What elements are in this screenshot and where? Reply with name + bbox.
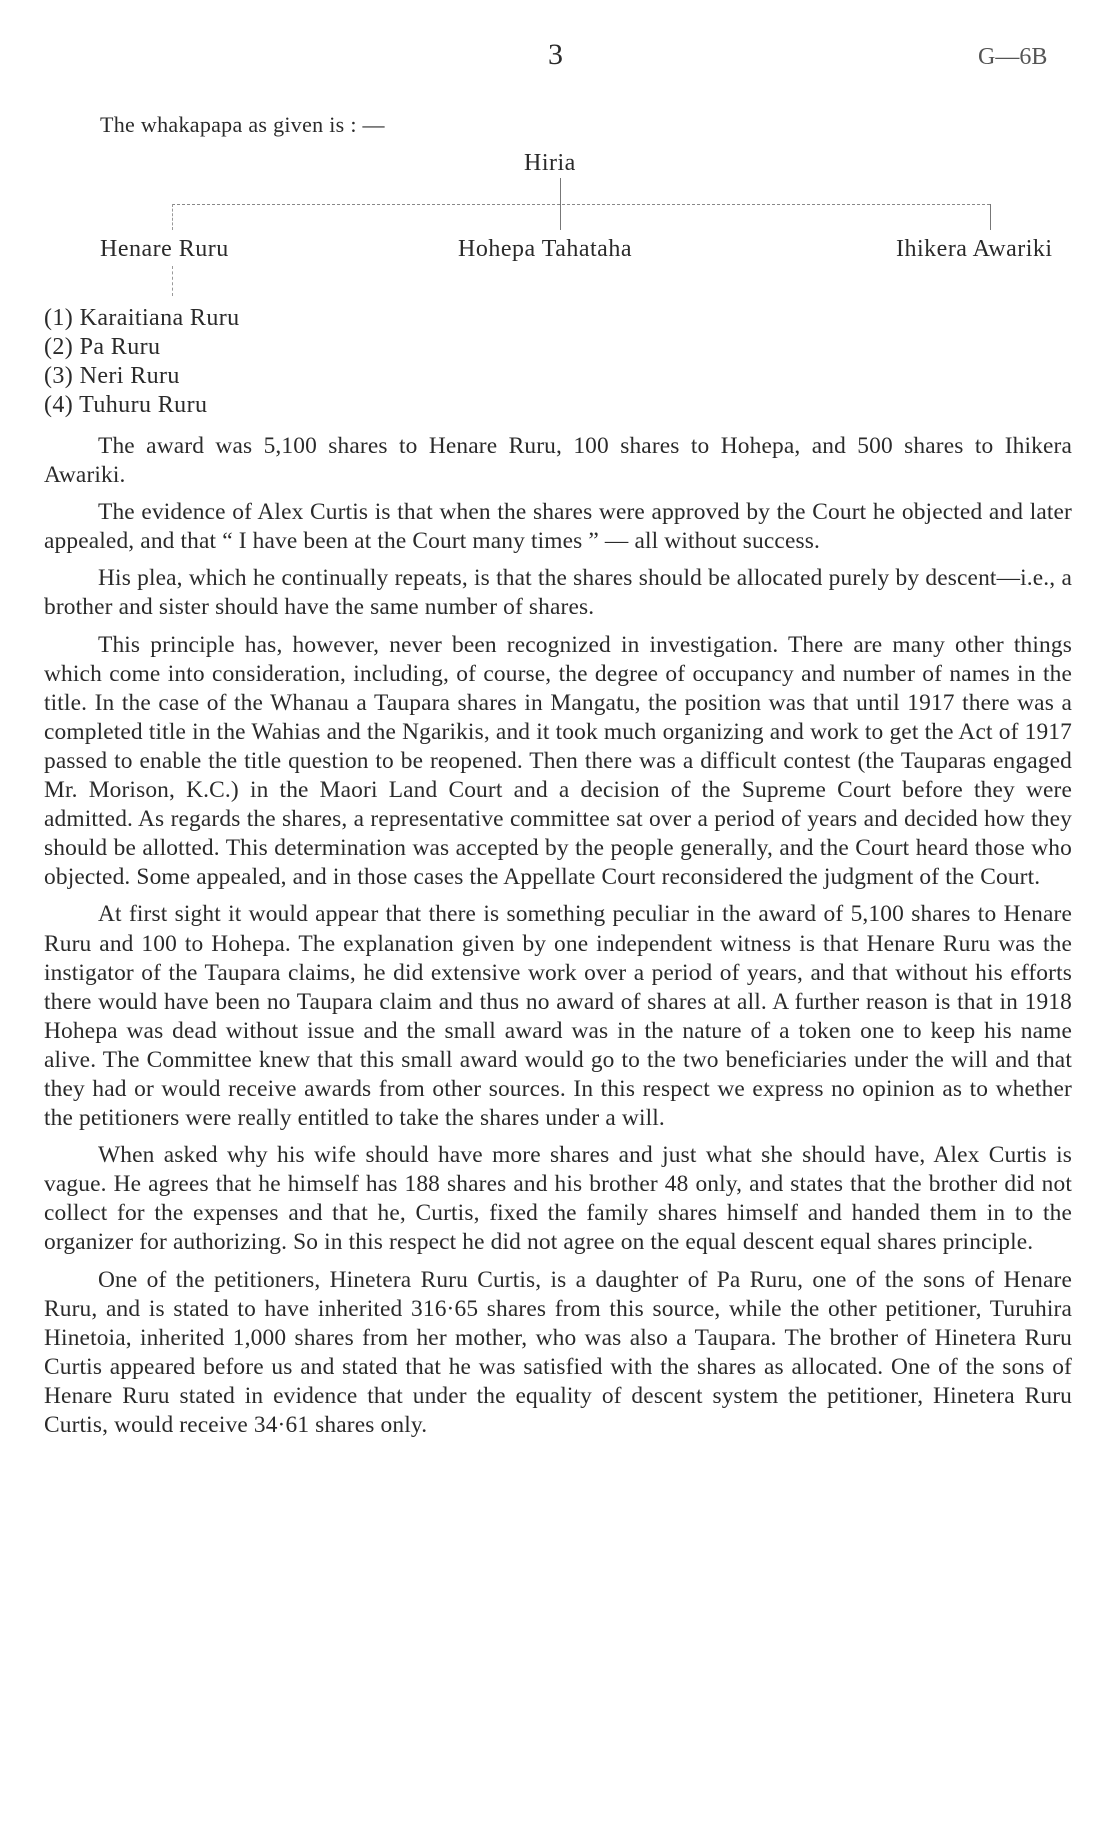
tree-root-connector <box>560 178 561 204</box>
child-item: (3) Neri Ruru <box>44 363 180 389</box>
paragraph: One of the petitioners, Hinetera Ruru Curtis, is a daughter of Pa Ruru, one of the sons of Henare Ruru, and is stated to have inherited 316·65 shares from this source, while the other petitioner, Turuhira Hinetoia, inherited 1,000 shares from her mother, who was also a Taupara. The brother of Hinetera Ruru Curtis appeared before us and stated that he was satisfied with the shares as allocated. One of the sons of Henare Ruru stated in evidence that under the equality of descent system the petitioner, Hinetera Ruru Curtis, would receive 34·61 shares only. <box>44 1266 1072 1438</box>
child-item: (1) Karaitiana Ruru <box>44 305 240 331</box>
child-item: (4) Tuhuru Ruru <box>44 392 208 418</box>
children-list <box>44 304 240 420</box>
tree-root: Hiria <box>524 150 576 176</box>
paragraph: This principle has, however, never been recognized in investigation. There are many other things which come into consideration, including, of course, the degree of occupancy and number of names in the title. In the case of the Whanau a Taupara shares in Mangatu, the position was that until 1917 there was a completed title in the Wahias and the Ngarikis, and it took much organizing and work to get the Act of 1917 passed to enable the title question to be reopened. Then there was a difficult contest (the Tauparas engaged Mr. Morison, K.C.) in the Maori Land Court and a decision of the Supreme Court before they were admitted. As regards the shares, a representative committee sat over a period of years and decided how they should be allotted. This determination was accepted by the people generally, and the Court heard those who objected. Some appealed, and in those cases the Appellate Court reconsidered the judgment of the Court. <box>44 631 1072 891</box>
tree-connector-right <box>990 204 991 230</box>
paragraph: When asked why his wife should have more shares and just what she should have, Alex Curtis is vague. He agrees that he himself has 188 shares and his brother 48 only, and states that the brother did not collect for the expenses and that he, Curtis, fixed the family shares himself and handed them in to the organizer for authorizing. So in this respect he did not agree on the equal descent equal shares principle. <box>44 1142 1072 1256</box>
whakapapa-intro: The whakapapa as given is : — <box>100 112 385 137</box>
body-text <box>44 432 1072 1448</box>
tree-connector-left <box>172 204 173 230</box>
tree-branch-henare: Henare Ruru <box>100 236 229 262</box>
tree-connector-children <box>172 266 173 296</box>
tree-branch-ihikera: Ihikera Awariki <box>896 236 1053 262</box>
paragraph: His plea, which he continually repeats, is that the shares should be allocated purely by descent—i.e., a brother and sister should have the same number of shares. <box>44 565 1072 621</box>
paragraph: The award was 5,100 shares to Henare Ruru, 100 shares to Hohepa, and 500 shares to Ihikera Awariki. <box>44 433 1072 489</box>
tree-branch-hohepa: Hohepa Tahataha <box>458 236 632 262</box>
tree-connector-middle <box>560 204 561 230</box>
paragraph: The evidence of Alex Curtis is that when the shares were approved by the Court he objected and later appealed, and that “ I have been at the Court many times ” — all without success. <box>44 499 1072 555</box>
document-reference: G—6B <box>978 44 1048 70</box>
paragraph: At first sight it would appear that there is something peculiar in the award of 5,100 shares to Henare Ruru and 100 to Hohepa. The explanation given by one independent witness is that Henare Ruru was the instigator of the Taupara claims, he did extensive work over a period of years, and that without his efforts there would have been no Taupara claim and thus no award of shares at all. A further reason is that in 1918 Hohepa was dead without issue and the small award was in the nature of a token one to keep his name alive. The Committee knew that this small award would go to the two beneficiaries under the will and that they had or would receive awards from other sources. In this respect we express no opinion as to whether the petitioners were really entitled to take the shares under a will. <box>44 901 1072 1132</box>
child-item: (2) Pa Ruru <box>44 334 161 360</box>
page-number: 3 <box>548 38 563 71</box>
tree-horizontal-line <box>172 204 990 205</box>
